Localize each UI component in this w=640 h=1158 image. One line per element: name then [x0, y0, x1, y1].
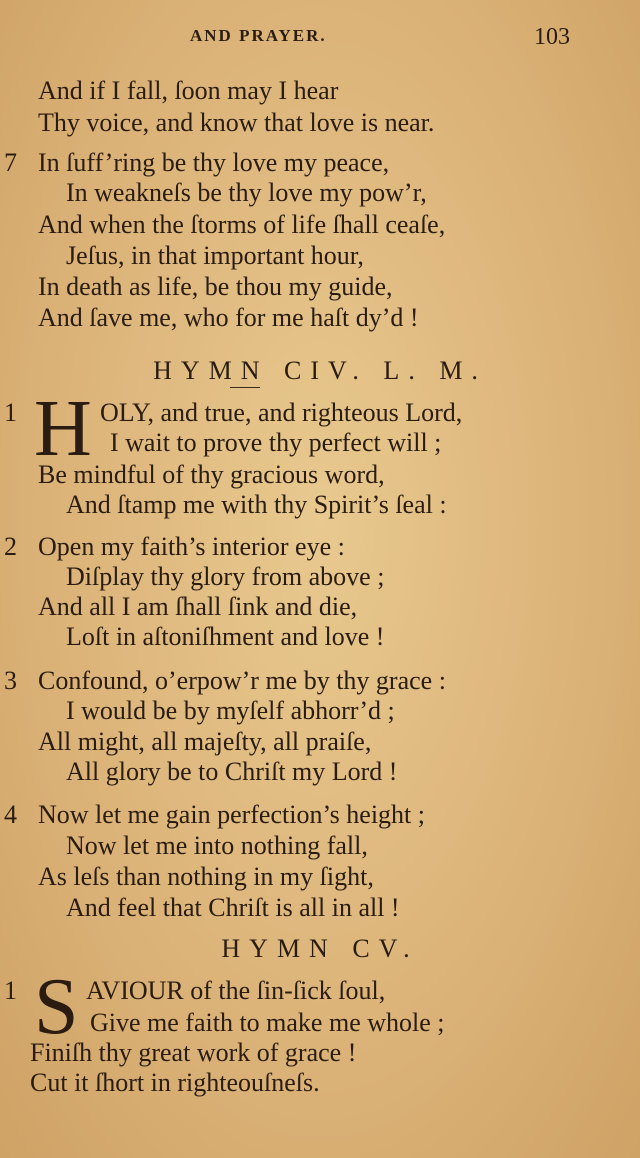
page-number: 103	[534, 24, 570, 50]
verse-line: And ſave me, who for me haſt dy’d !	[38, 303, 419, 332]
verse-line: As leſs than nothing in my ſight,	[38, 862, 374, 891]
verse-line: Give me faith to make me whole ;	[90, 1008, 445, 1037]
page-header	[0, 24, 640, 54]
verse-line: Loſt in aſtoniſhment and love !	[66, 622, 385, 651]
verse-line: All might, all majeſty, all praiſe,	[38, 727, 372, 756]
drop-cap: H	[34, 385, 92, 473]
verse-line: Now let me into nothing fall,	[66, 831, 368, 860]
verse-line: In death as life, be thou my guide,	[38, 272, 393, 301]
verse-line: Jeſus, in that important hour,	[66, 241, 364, 270]
verse-line: I wait to prove thy perfect will ;	[110, 428, 442, 457]
verse-line: And if I fall, ſoon may I hear	[38, 76, 339, 105]
stanza-number: 7	[4, 148, 17, 177]
verse-line: And all I am ſhall ſink and die,	[38, 592, 358, 621]
verse-line: 7 In ſuff’ring be thy love my peace,	[4, 148, 390, 177]
verse-line: 1 OLY, and true, and righteous Lord,	[4, 398, 463, 427]
stanza-number: 4	[4, 800, 17, 829]
drop-cap: S	[34, 963, 79, 1051]
verse-line: 3 Confound, o’erpow’r me by thy grace :	[4, 666, 446, 695]
verse-line: And ſtamp me with thy Spirit’s ſeal :	[66, 490, 447, 519]
verse-line: 4 Now let me gain perfection’s height ;	[4, 800, 426, 829]
verse-line: Finiſh thy great work of grace !	[30, 1038, 357, 1067]
hymn-title: HYMN CIV. L. M.	[153, 356, 487, 385]
verse-line: In weakneſs be thy love my pow’r,	[66, 178, 427, 207]
verse-line: And feel that Chriſt is all in all !	[66, 893, 400, 922]
verse-line: Cut it ſhort in righteouſneſs.	[30, 1068, 320, 1097]
verse-line: Be mindful of thy gracious word,	[38, 460, 385, 489]
hymn-title: HYMN CV.	[221, 934, 419, 963]
verse-line: All glory be to Chriſt my Lord !	[66, 757, 398, 786]
title-rule	[230, 387, 260, 388]
stanza-number: 3	[4, 666, 17, 695]
verse-line: 2 Open my faith’s interior eye :	[4, 532, 345, 561]
running-head: AND PRAYER.	[190, 26, 327, 45]
verse-line: Diſplay thy glory from above ;	[66, 562, 385, 591]
verse-line: 1 AVIOUR of the ſin-ſick ſoul,	[4, 976, 386, 1005]
verse-line: Thy voice, and know that love is near.	[38, 108, 435, 137]
verse-line: And when the ſtorms of life ſhall ceaſe,	[38, 210, 446, 239]
stanza-number: 1	[4, 976, 17, 1005]
stanza-number: 1	[4, 398, 17, 427]
verse-line: I would be by myſelf abhorr’d ;	[66, 696, 395, 725]
stanza-number: 2	[4, 532, 17, 561]
